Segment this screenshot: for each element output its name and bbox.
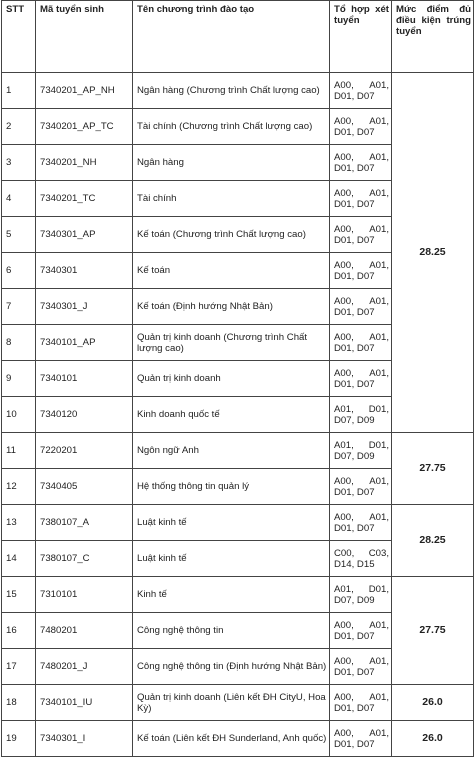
combination-code: A01, <box>369 115 389 127</box>
combination-code: A01, <box>369 511 389 523</box>
row-combination <box>330 325 392 361</box>
combination-code: D01, <box>368 583 389 595</box>
admission-score-table <box>1 0 474 757</box>
combination-code: A01, <box>334 583 354 595</box>
row-program: Kinh doanh quốc tế <box>133 397 330 433</box>
row-stt: 5 <box>2 217 36 253</box>
table-row <box>2 505 474 541</box>
header-combination <box>330 1 392 73</box>
row-stt: 8 <box>2 325 36 361</box>
combination-code: D01, D07 <box>334 270 375 282</box>
combination-code: D01, D07 <box>334 234 375 246</box>
row-program: Ngân hàng <box>133 145 330 181</box>
header-score-word: kiện <box>421 15 441 26</box>
row-combination <box>330 145 392 181</box>
combination-code: A00, <box>334 151 354 163</box>
combination-code: A01, <box>369 223 389 235</box>
combination-code: A01, <box>369 187 389 199</box>
row-combination <box>330 721 392 757</box>
combination-code: A00, <box>334 115 354 127</box>
combination-code: A01, <box>369 475 389 487</box>
row-code: 7310101 <box>36 577 133 613</box>
combination-code: D07, D09 <box>334 594 375 606</box>
row-code: 7340301_AP <box>36 217 133 253</box>
score-cell: 26.0 <box>392 721 474 757</box>
row-code: 7340101_IU <box>36 685 133 721</box>
header-score-word: trúng <box>446 15 471 26</box>
header-score <box>392 1 474 73</box>
row-program: Ngân hàng (Chương trình Chất lượng cao) <box>133 73 330 109</box>
header-stt: STT <box>2 1 36 73</box>
combination-code: C03, <box>368 547 389 559</box>
table-header-row <box>2 1 474 73</box>
row-combination <box>330 217 392 253</box>
combination-code: A00, <box>334 295 354 307</box>
table-row <box>2 685 474 721</box>
header-score-word: tuyển <box>396 26 422 37</box>
row-code: 7340405 <box>36 469 133 505</box>
combination-code: D01, D07 <box>334 342 375 354</box>
row-stt: 18 <box>2 685 36 721</box>
combination-code: D01, D07 <box>334 198 375 210</box>
combination-code: A00, <box>334 655 354 667</box>
combination-code: A01, <box>369 151 389 163</box>
row-code: 7340101_AP <box>36 325 133 361</box>
combination-code: A00, <box>334 475 354 487</box>
header-combination-word: xét <box>375 4 389 15</box>
combination-code: A00, <box>334 511 354 523</box>
score-cell: 27.75 <box>392 577 474 685</box>
row-program: Quản trị kinh doanh (Chương trình Chất lượng cao) <box>133 325 330 361</box>
score-cell: 28.25 <box>392 505 474 577</box>
row-stt: 2 <box>2 109 36 145</box>
score-cell: 26.0 <box>392 685 474 721</box>
combination-code: A01, <box>369 79 389 91</box>
row-code: 7340201_NH <box>36 145 133 181</box>
row-code: 7340101 <box>36 361 133 397</box>
combination-code: D07, D09 <box>334 414 375 426</box>
combination-code: A00, <box>334 619 354 631</box>
combination-code: A01, <box>369 331 389 343</box>
row-combination <box>330 541 392 577</box>
row-code: 7220201 <box>36 433 133 469</box>
row-program: Tài chính <box>133 181 330 217</box>
row-code: 7340301_I <box>36 721 133 757</box>
row-combination <box>330 253 392 289</box>
row-program: Kinh tế <box>133 577 330 613</box>
row-program: Công nghệ thông tin <box>133 613 330 649</box>
row-stt: 7 <box>2 289 36 325</box>
header-score-word: đủ <box>459 4 471 15</box>
row-code: 7340301 <box>36 253 133 289</box>
header-score-word: điểm <box>426 4 449 15</box>
combination-code: A01, <box>369 295 389 307</box>
row-stt: 11 <box>2 433 36 469</box>
row-stt: 10 <box>2 397 36 433</box>
row-program: Luật kinh tế <box>133 541 330 577</box>
combination-code: A01, <box>369 367 389 379</box>
header-combination-word: Tổ <box>334 4 346 15</box>
row-code: 7480201_J <box>36 649 133 685</box>
row-code: 7340120 <box>36 397 133 433</box>
header-combination-word: tuyển <box>334 15 360 26</box>
combination-code: A00, <box>334 691 354 703</box>
combination-code: C00, <box>334 547 355 559</box>
row-program: Công nghệ thông tin (Định hướng Nhật Bản) <box>133 649 330 685</box>
combination-code: A01, <box>369 691 389 703</box>
row-program: Kế toán (Chương trình Chất lượng cao) <box>133 217 330 253</box>
row-combination <box>330 469 392 505</box>
row-combination <box>330 109 392 145</box>
combination-code: D01, D07 <box>334 306 375 318</box>
header-code: Mã tuyển sinh <box>36 1 133 73</box>
combination-code: A00, <box>334 331 354 343</box>
row-stt: 12 <box>2 469 36 505</box>
table-row <box>2 433 474 469</box>
row-program: Luật kinh tế <box>133 505 330 541</box>
combination-code: D01, D07 <box>334 666 375 678</box>
table-row <box>2 577 474 613</box>
score-cell: 27.75 <box>392 433 474 505</box>
row-stt: 4 <box>2 181 36 217</box>
row-program: Hệ thống thông tin quản lý <box>133 469 330 505</box>
combination-code: D01, D07 <box>334 378 375 390</box>
row-stt: 16 <box>2 613 36 649</box>
combination-code: D01, <box>368 403 389 415</box>
row-program: Quản trị kinh doanh <box>133 361 330 397</box>
header-program: Tên chương trình đào tạo <box>133 1 330 73</box>
row-program: Quản trị kinh doanh (Liên kết ĐH CityU, Hoa Kỳ) <box>133 685 330 721</box>
combination-code: A01, <box>369 727 389 739</box>
combination-code: A00, <box>334 727 354 739</box>
row-combination <box>330 73 392 109</box>
combination-code: A01, <box>369 655 389 667</box>
combination-code: A01, <box>369 259 389 271</box>
row-code: 7340201_AP_TC <box>36 109 133 145</box>
row-code: 7380107_C <box>36 541 133 577</box>
table-row <box>2 721 474 757</box>
combination-code: A00, <box>334 223 354 235</box>
combination-code: D01, D07 <box>334 522 375 534</box>
table-row <box>2 73 474 109</box>
combination-code: A00, <box>334 187 354 199</box>
row-stt: 17 <box>2 649 36 685</box>
header-score-word: điều <box>396 15 416 26</box>
row-combination <box>330 685 392 721</box>
row-code: 7380107_A <box>36 505 133 541</box>
combination-code: D01, D07 <box>334 702 375 714</box>
row-code: 7340301_J <box>36 289 133 325</box>
combination-code: D14, D15 <box>334 558 375 570</box>
row-stt: 3 <box>2 145 36 181</box>
row-code: 7340201_AP_NH <box>36 73 133 109</box>
combination-code: D01, D07 <box>334 126 375 138</box>
row-program: Kế toán (Định hướng Nhật Bản) <box>133 289 330 325</box>
combination-code: D01, D07 <box>334 738 375 750</box>
row-combination <box>330 181 392 217</box>
row-stt: 13 <box>2 505 36 541</box>
combination-code: A00, <box>334 79 354 91</box>
row-stt: 6 <box>2 253 36 289</box>
combination-code: A01, <box>334 439 354 451</box>
row-stt: 1 <box>2 73 36 109</box>
combination-code: A01, <box>334 403 354 415</box>
combination-code: A00, <box>334 259 354 271</box>
row-program: Tài chính (Chương trình Chất lượng cao) <box>133 109 330 145</box>
row-combination <box>330 577 392 613</box>
row-combination <box>330 505 392 541</box>
row-code: 7480201 <box>36 613 133 649</box>
row-program: Kế toán <box>133 253 330 289</box>
combination-code: D01, D07 <box>334 486 375 498</box>
combination-code: D01, D07 <box>334 630 375 642</box>
row-combination <box>330 433 392 469</box>
row-combination <box>330 649 392 685</box>
score-cell: 28.25 <box>392 73 474 433</box>
row-stt: 14 <box>2 541 36 577</box>
combination-code: D01, D07 <box>334 90 375 102</box>
row-stt: 19 <box>2 721 36 757</box>
header-combination-word: hợp <box>351 4 370 15</box>
row-stt: 15 <box>2 577 36 613</box>
row-combination <box>330 289 392 325</box>
combination-code: A01, <box>369 619 389 631</box>
combination-code: D01, <box>368 439 389 451</box>
combination-code: D01, D07 <box>334 162 375 174</box>
row-program: Kế toán (Liên kết ĐH Sunderland, Anh quốc) <box>133 721 330 757</box>
row-program: Ngôn ngữ Anh <box>133 433 330 469</box>
combination-code: D07, D09 <box>334 450 375 462</box>
row-combination <box>330 397 392 433</box>
row-code: 7340201_TC <box>36 181 133 217</box>
row-combination <box>330 361 392 397</box>
header-score-word: Mức <box>396 4 417 15</box>
row-combination <box>330 613 392 649</box>
row-stt: 9 <box>2 361 36 397</box>
combination-code: A00, <box>334 367 354 379</box>
